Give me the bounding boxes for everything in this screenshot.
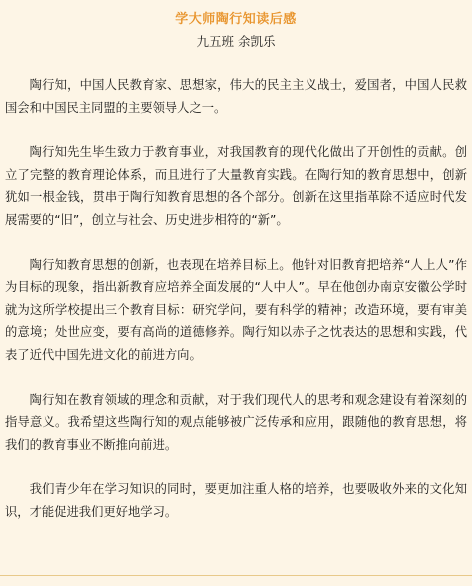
article-paragraph-3: 陶行知教育思想的创新，也表现在培养目标上。他针对旧教育把培养“人上人”作为目标的现象，指出新教育应培养全面发展的“人中人”。早在他创办南京安徽公学时就为这所学校提出三个教育目标：研究学问，要有科学的精神；改造环境，要有审美的意境；处世应变，要有高尚的道德修养。陶行知以赤子之忱表达的思想和实践，代表了近代中国先进文化的前进方向。 — [5, 257, 467, 362]
article-paragraph-2: 陶行知先生毕生致力于教育事业，对我国教育的现代化做出了开创性的贡献。创立了完整的教育理论体系，而且进行了大量教育实践。在陶行知的教育思想中，创新犹如一根金钱，贯串于陶行知教育思想的各个部分。创新在这里指革除不适应时代发展需要的“旧”，创立与社会、历史进步相符的“新”。 — [5, 145, 467, 227]
article-author: 九五班 余凯乐 — [196, 34, 276, 49]
article-paragraph-5: 我们青少年在学习知识的同时，要更加注重人格的培养，也要吸收外来的文化知识，才能促进我们更好地学习。 — [5, 482, 467, 519]
article-paragraph-4: 陶行知在教育领域的理念和贡献，对于我们现代人的思考和观念建设有着深刻的指导意义。我希望这些陶行知的观点能够被广泛传承和应用，跟随他的教育思想，将我们的教育事业不断推向前进。 — [5, 392, 467, 452]
bottom-divider — [0, 575, 472, 576]
article-paragraph-1: 陶行知，中国人民教育家、思想家，伟大的民主主义战士，爱国者，中国人民救国会和中国民主同盟的主要领导人之一。 — [5, 78, 467, 115]
article-title: 学大师陶行知读后感 — [175, 12, 297, 27]
